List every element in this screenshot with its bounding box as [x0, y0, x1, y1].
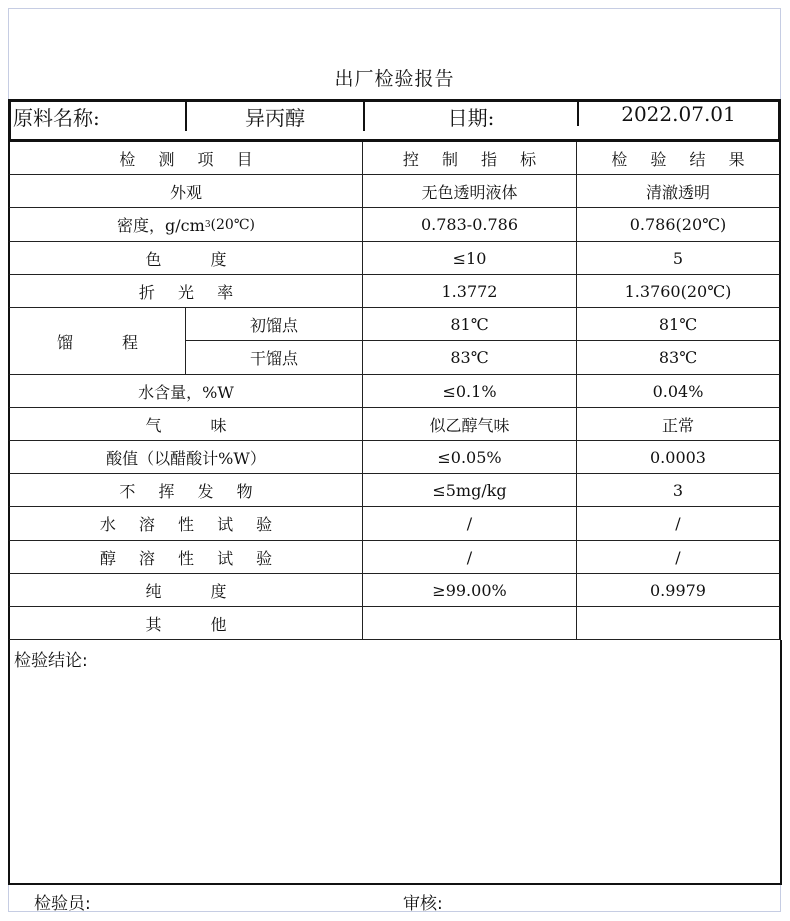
table-row: [8, 242, 781, 275]
item-density-main: 密度，g/cm: [117, 216, 205, 235]
column-header-item: 检 测 项 目: [8, 142, 363, 175]
reviewer-label: 审核:: [403, 894, 443, 914]
result-acid-value[interactable]: 0.0003: [577, 441, 781, 474]
spec-purity: ≥99.00%: [363, 574, 577, 607]
spec-density: 0.783-0.786: [363, 208, 577, 242]
spec-initial-boiling-point: 81℃: [363, 308, 577, 341]
table-row: [8, 507, 781, 541]
header-row: [8, 99, 781, 142]
date-value[interactable]: 2022.07.01: [577, 102, 778, 126]
item-density-tail: (20℃): [210, 216, 255, 233]
item-non-volatile: 不 挥 发 物: [8, 474, 363, 507]
result-appearance[interactable]: 清澈透明: [577, 175, 781, 208]
item-odor: 气 味: [8, 408, 363, 441]
table-row: [8, 474, 781, 507]
item-purity: 纯 度: [8, 574, 363, 607]
item-refractive-index: 折 光 率: [8, 275, 363, 308]
spec-refractive-index: 1.3772: [363, 275, 577, 308]
spec-water-content: ≤0.1%: [363, 375, 577, 408]
item-color: 色 度: [8, 242, 363, 275]
table-row: [8, 541, 781, 574]
item-initial-boiling-point: 初馏点: [186, 308, 363, 341]
table-row: [8, 607, 781, 640]
table-row-distillation: [8, 308, 781, 375]
column-header-result: 检 验 结 果: [577, 142, 781, 175]
table-row: [8, 208, 781, 242]
result-water-solubility[interactable]: /: [577, 507, 781, 541]
result-purity[interactable]: 0.9979: [577, 574, 781, 607]
item-appearance: 外观: [8, 175, 363, 208]
item-water-content: 水含量，%W: [8, 375, 363, 408]
result-odor[interactable]: 正常: [577, 408, 781, 441]
table-row: [8, 175, 781, 208]
table-row: [8, 408, 781, 441]
result-initial-boiling-point[interactable]: 81℃: [577, 308, 781, 341]
spec-water-solubility: /: [363, 507, 577, 541]
spec-acid-value: ≤0.05%: [363, 441, 577, 474]
result-water-content[interactable]: 0.04%: [577, 375, 781, 408]
item-other: 其 他: [8, 607, 363, 640]
table-row: [8, 375, 781, 408]
spec-odor: 似乙醇气味: [363, 408, 577, 441]
table-row: [8, 275, 781, 308]
conclusion-label: 检验结论:: [14, 651, 88, 671]
item-density: 密度，g/cm 3 (20℃): [8, 208, 363, 242]
column-header-row: [8, 142, 781, 175]
result-dry-point[interactable]: 83℃: [577, 341, 781, 375]
result-density[interactable]: 0.786(20℃): [577, 208, 781, 242]
result-refractive-index[interactable]: 1.3760(20℃): [577, 275, 781, 308]
spec-appearance: 无色透明液体: [363, 175, 577, 208]
item-alcohol-solubility: 醇 溶 性 试 验: [8, 541, 363, 574]
report-title: 出厂检验报告: [334, 68, 455, 90]
result-color[interactable]: 5: [577, 242, 781, 275]
item-dry-point: 干馏点: [186, 341, 363, 375]
table-row: [8, 574, 781, 607]
item-distillation: 馏 程: [8, 308, 186, 375]
result-alcohol-solubility[interactable]: /: [577, 541, 781, 574]
spec-dry-point: 83℃: [363, 341, 577, 375]
table-row: [8, 441, 781, 474]
conclusion-box[interactable]: [8, 640, 782, 885]
spec-alcohol-solubility: /: [363, 541, 577, 574]
material-value[interactable]: 异丙醇: [185, 102, 363, 131]
result-non-volatile[interactable]: 3: [577, 474, 781, 507]
column-header-spec: 控 制 指 标: [363, 142, 577, 175]
item-water-solubility: 水 溶 性 试 验: [8, 507, 363, 541]
spec-non-volatile: ≤5mg/kg: [363, 474, 577, 507]
item-acid-value: 酸值（以醋酸计%W）: [8, 441, 363, 474]
spec-other[interactable]: [363, 607, 577, 640]
material-label: 原料名称:: [13, 106, 100, 130]
spec-color: ≤10: [363, 242, 577, 275]
inspector-label: 检验员:: [34, 894, 91, 914]
result-other[interactable]: [577, 607, 781, 640]
date-label: 日期:: [363, 102, 577, 131]
